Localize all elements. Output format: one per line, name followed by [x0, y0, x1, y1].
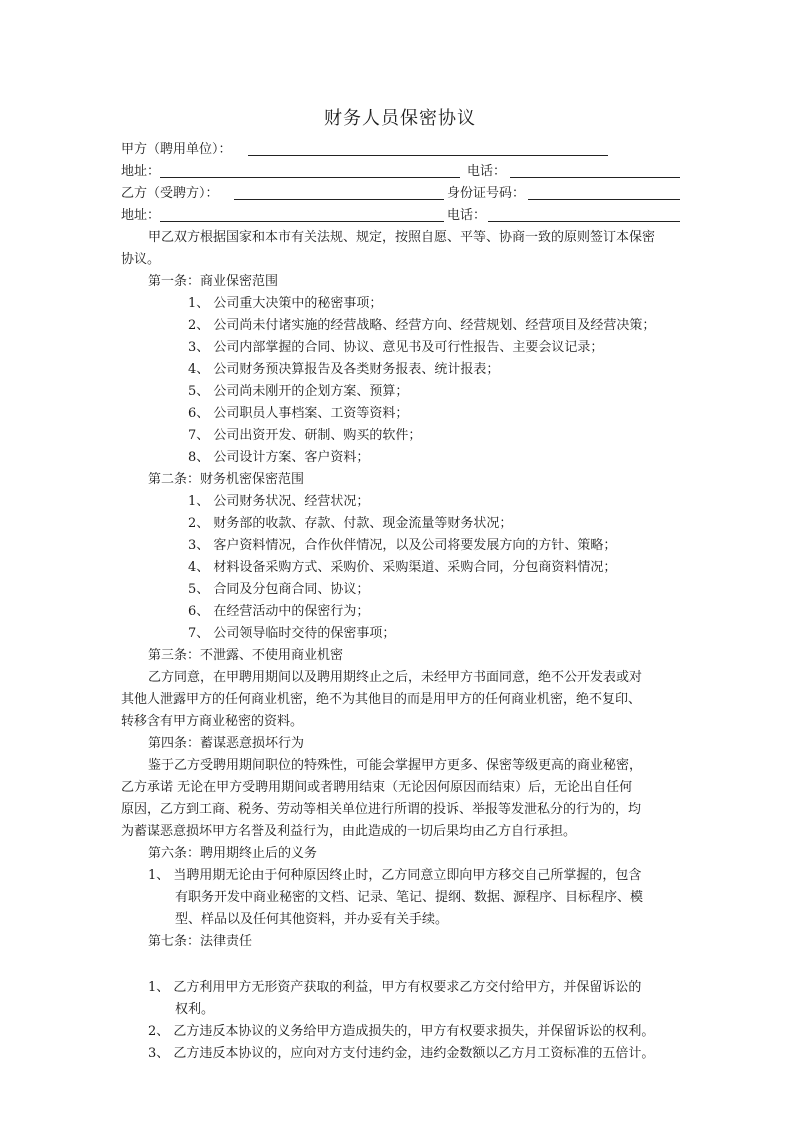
paragraph-line: 转移含有甲方商业秘密的资料。 — [121, 714, 304, 729]
paragraph-line: 鉴于乙方受聘用期间职位的特殊性，可能会掌握甲方更多、保密等级更高的商业秘密， — [148, 758, 643, 773]
list-item: 4、 公司财务预决算报告及各类财务报表、统计报表； — [188, 362, 500, 377]
list-item: 2、 公司尚未付诸实施的经营战略、经营方向、经营规划、经营项目及经营决策； — [188, 318, 656, 333]
list-item: 3、 公司内部掌握的合同、协议、意见书及可行性报告、主要会议记录； — [188, 340, 604, 355]
list-item: 8、 公司设计方案、客户资料； — [188, 450, 370, 465]
list-item: 7、 公司出资开发、研制、购买的软件； — [188, 428, 422, 443]
document-title: 财务人员保密协议 — [324, 108, 476, 129]
paragraph-line: 其他人泄露甲方的任何商业机密，绝不为其他目的而是用甲方的任何商业机密，绝不复印、 — [121, 692, 642, 707]
article-7-heading: 第七条：法律责任 — [148, 934, 253, 949]
list-item: 5、 合同及分包商合同、协议； — [188, 582, 370, 597]
phone-1-label: 电话： — [467, 164, 507, 179]
phone-1-blank — [510, 177, 680, 178]
preamble-line: 甲乙双方根据国家和本市有关法规、规定，按照自愿、平等、协商一致的原则签订本保密 — [148, 230, 656, 245]
id-number-label: 身份证号码： — [447, 186, 526, 201]
address-2-label: 地址： — [121, 208, 161, 223]
party-a-label: 甲方（聘用单位）： — [121, 142, 232, 157]
id-number-blank — [528, 199, 680, 200]
paragraph-line: 1、 乙方利用甲方无形资产获取的利益，甲方有权要求乙方交付给甲方，并保留诉讼的 — [148, 980, 642, 995]
list-item: 7、 公司领导临时交待的保密事项； — [188, 626, 396, 641]
phone-2-blank — [488, 221, 680, 222]
paragraph-line: 3、 乙方违反本协议的，应向对方支付违约金，违约金数额以乙方月工资标准的五倍计。 — [148, 1046, 655, 1061]
address-1-label: 地址： — [121, 164, 161, 179]
list-item: 6、 公司职员人事档案、工资等资料； — [188, 406, 409, 421]
list-item: 6、 在经营活动中的保密行为； — [188, 604, 370, 619]
list-item: 2、 财务部的收款、存款、付款、现金流量等财务状况； — [188, 516, 513, 531]
address-2-blank — [160, 221, 444, 222]
article-6-heading: 第六条：聘用期终止后的义务 — [148, 846, 318, 861]
list-item: 1、 公司财务状况、经营状况； — [188, 494, 370, 509]
party-b-blank — [234, 199, 444, 200]
paragraph-line: 乙方同意，在甲聘用期间以及聘用期终止之后，未经甲方书面同意，绝不公开发表或对 — [148, 670, 643, 685]
party-b-label: 乙方（受聘方）： — [121, 186, 219, 201]
party-a-blank — [248, 155, 608, 156]
list-item: 3、 客户资料情况，合作伙伴情况，以及公司将要发展方向的方针、策略； — [188, 538, 617, 553]
paragraph-line: 乙方承诺 无论在甲方受聘用期间或者聘用结束（无论因何原因而结束）后，无论出自任何 — [121, 780, 633, 795]
phone-2-label: 电话： — [447, 208, 487, 223]
list-item: 5、 公司尚未刚开的企划方案、预算； — [188, 384, 409, 399]
article-2-heading: 第二条：财务机密保密范围 — [148, 472, 305, 487]
preamble-line: 协议。 — [121, 252, 161, 267]
paragraph-line: 1、 当聘用期无论由于何种原因终止时，乙方同意立即向甲方移交自己所掌握的，包含 — [148, 868, 642, 883]
paragraph-line: 权利。 — [175, 1002, 215, 1017]
address-1-blank — [160, 177, 460, 178]
list-item: 4、 材料设备采购方式、采购价、采购渠道、采购合同，分包商资料情况； — [188, 560, 617, 575]
article-1-heading: 第一条：商业保密范围 — [148, 274, 279, 289]
paragraph-line: 原因，乙方到工商、税务、劳动等相关单位进行所谓的投诉、举报等发泄私分的行为的，均 — [121, 802, 642, 817]
paragraph-line: 型、样品以及任何其他资料，并办妥有关手续。 — [175, 912, 449, 927]
paragraph-line: 为蓄谋恶意损坏甲方名誉及利益行为，由此造成的一切后果均由乙方自行承担。 — [121, 824, 577, 839]
article-3-heading: 第三条：不泄露、不使用商业机密 — [148, 648, 344, 663]
paragraph-line: 2、 乙方违反本协议的义务给甲方造成损失的，甲方有权要求损失，并保留诉讼的权利。 — [148, 1024, 655, 1039]
article-4-heading: 第四条：蓄谋恶意损坏行为 — [148, 736, 305, 751]
paragraph-line: 有职务开发中商业秘密的文档、记录、笔记、提纲、数据、源程序、目标程序、模 — [175, 890, 644, 905]
list-item: 1、 公司重大决策中的秘密事项； — [188, 296, 383, 311]
